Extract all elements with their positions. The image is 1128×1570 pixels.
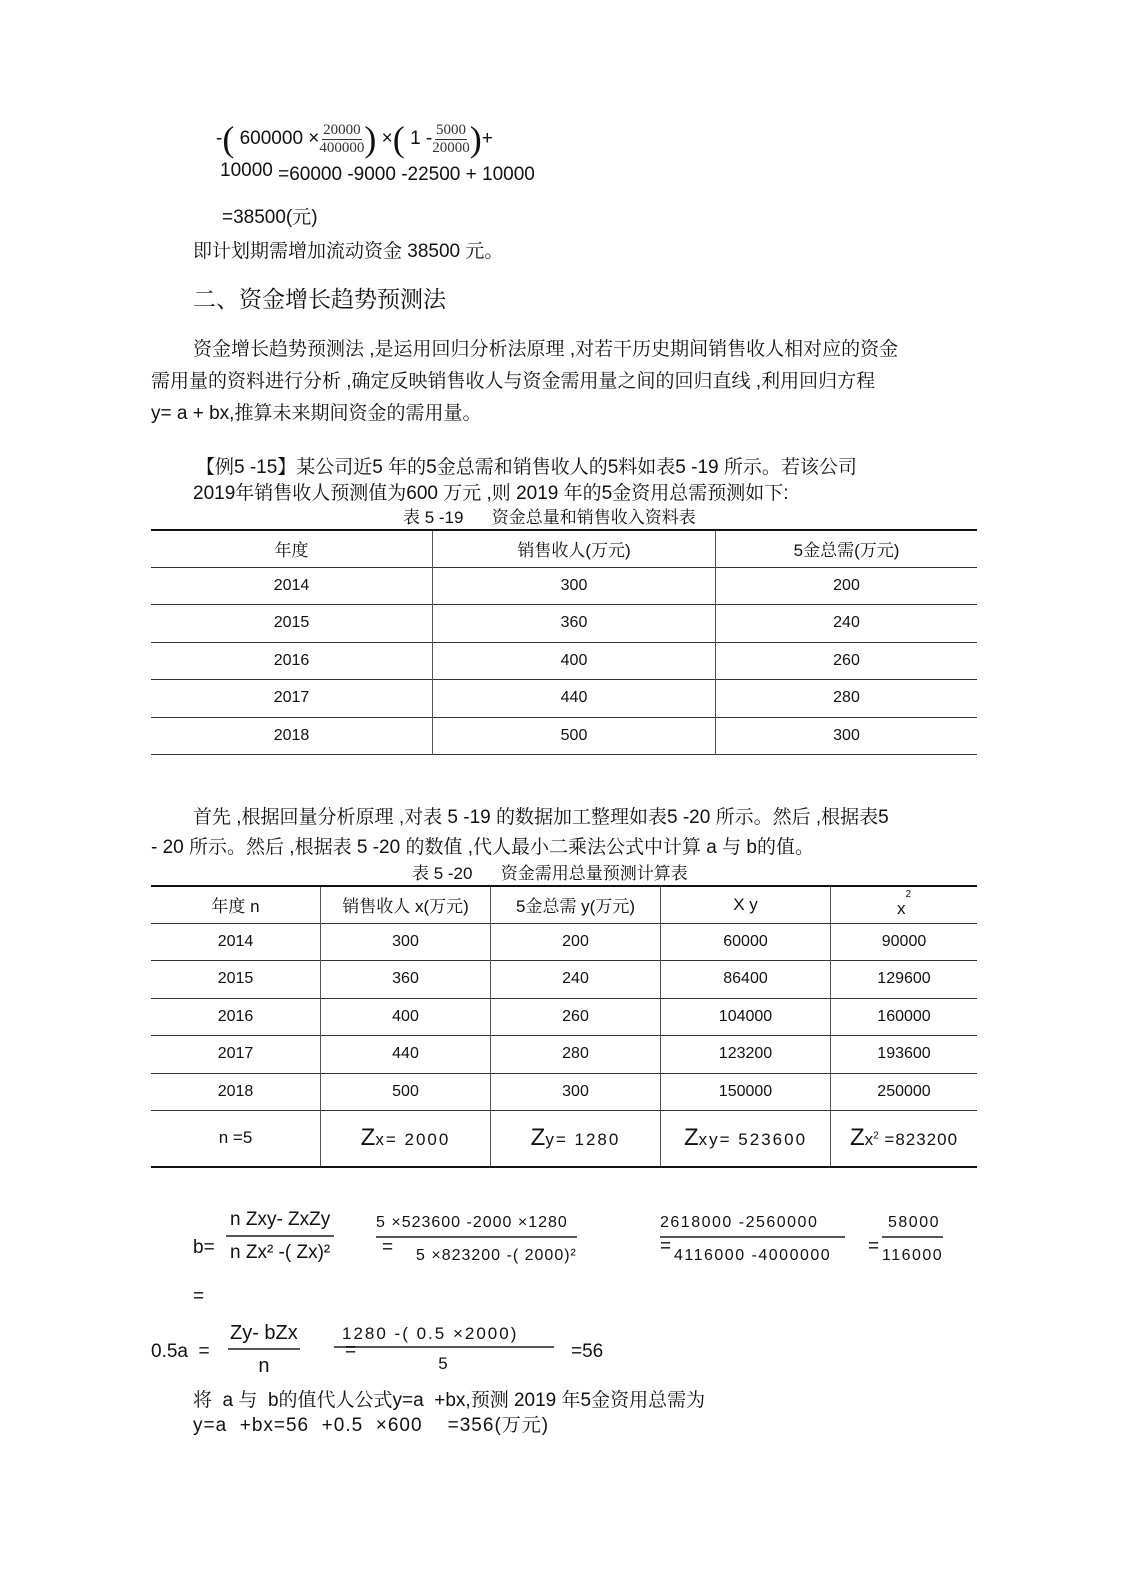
formula-b-step2-denominator: 4116000 -4000000	[674, 1247, 832, 1264]
calc-line-2	[220, 160, 535, 186]
header-x-squared	[831, 886, 978, 923]
fraction-2	[432, 122, 470, 157]
cell: 150000	[661, 1073, 831, 1111]
sum-y-value: y= 1280	[545, 1130, 621, 1150]
table2-caption: 表 5 -20 资金需用总量预测计算表	[412, 864, 688, 883]
calc-line-1	[216, 118, 493, 160]
cell: 500	[433, 717, 716, 755]
formula-b-step3	[882, 1210, 943, 1274]
cell: 2017	[273, 689, 310, 707]
fraction-2-numerator: 5000	[436, 121, 466, 138]
fraction-1-numerator: 20000	[323, 121, 361, 138]
cell: 400	[433, 642, 716, 680]
total-sum-x	[321, 1111, 491, 1167]
fraction-1	[319, 122, 364, 157]
table-row	[151, 605, 977, 643]
header-x-var: x	[896, 898, 906, 918]
formula-a-step	[334, 1322, 554, 1380]
formula-b-step1	[376, 1210, 577, 1274]
formula-b-eq-2: =	[660, 1236, 672, 1257]
cell: 240	[491, 961, 661, 999]
formula-a-label: 0.5a =	[151, 1341, 210, 1362]
cell: 90000	[831, 923, 978, 961]
open-paren: (	[222, 119, 235, 159]
fraction-2-denominator: 20000	[432, 139, 470, 156]
header-year-n: 年度 n	[211, 897, 260, 917]
example-line-2: 2019年销售收人预测值为600 万元 ,则 2019 年的5金资用总需预测如下:	[193, 483, 789, 504]
formula-a-numerator: Zy- bZx	[228, 1318, 300, 1350]
para2-line-2: - 20 所示。然后 ,根据表 5 -20 的数值 ,代人最小二乘法公式中计算 a 与 b的值。	[151, 837, 814, 858]
formula-b-step1-denominator: 5 ×823200 -( 2000)²	[416, 1247, 577, 1264]
formula-a-step-numerator: 1280 -( 0.5 ×2000)	[334, 1322, 554, 1348]
formula-b-step1-numerator: 5 ×523600 -2000 ×1280	[376, 1210, 577, 1238]
cell: 260	[491, 998, 661, 1036]
sum-symbol: Z	[530, 1124, 546, 1152]
formula-b-step3-numerator: 58000	[882, 1210, 943, 1238]
sum-symbol: Z	[360, 1124, 376, 1152]
cell: 400	[321, 998, 491, 1036]
table-row	[151, 642, 977, 680]
header-x-sup: 2	[905, 889, 912, 901]
calc-mult: ×	[381, 128, 393, 150]
cell: 300	[433, 567, 716, 605]
cell: 250000	[831, 1073, 978, 1111]
table-5-19	[151, 529, 977, 755]
cell: 2016	[217, 1007, 254, 1025]
open-paren: (	[392, 119, 405, 159]
para2-line-1: 首先 ,根据回量分析原理 ,对表 5 -19 的数据加工整理如表5 -20 所示。然后 ,根据表5	[193, 807, 889, 828]
header-funds-y: 5金总需 y(万元)	[491, 886, 661, 923]
cell: 260	[716, 642, 978, 680]
final-line-2: y=a +bx=56 +0.5 ×600 =356(万元)	[193, 1415, 550, 1436]
formula-b-step3-denominator: 116000	[882, 1247, 944, 1264]
cell: 160000	[831, 998, 978, 1036]
total-sum-xy	[661, 1111, 831, 1167]
cell: 2015	[217, 970, 254, 988]
formula-b-general	[226, 1205, 334, 1269]
calc-line-2-a: 10000	[220, 160, 273, 181]
formula-a-result: =56	[571, 1341, 604, 1362]
table-5-20	[151, 885, 977, 1168]
calc-term2: 1 -	[410, 128, 433, 150]
cell: 60000	[661, 923, 831, 961]
para-line-1: 资金增长趋势预测法 ,是运用回归分析法原理 ,对若干历史期间销售收人相对应的资金	[193, 339, 899, 360]
header-year: 年度	[274, 541, 309, 561]
formula-b-numerator: n Zxy- ZxZy	[226, 1205, 334, 1237]
cell: 500	[321, 1073, 491, 1111]
formula-b-eq-3: =	[868, 1236, 880, 1257]
header-sales-x: 销售收人 x(万元)	[321, 886, 491, 923]
sum-x2-var: x	[864, 1130, 874, 1150]
cell: 300	[716, 717, 978, 755]
cell: 129600	[831, 961, 978, 999]
sum-x2-sup: 2	[873, 1130, 879, 1142]
cell: 2015	[273, 614, 310, 632]
cell: 193600	[831, 1036, 978, 1074]
formula-a-denominator: n	[258, 1355, 270, 1377]
para-line-2: 需用量的资料进行分析 ,确定反映销售收人与资金需用量之间的回归直线 ,利用回归方程	[151, 371, 876, 392]
totals-row	[151, 1111, 977, 1167]
sum-x2-value: =823200	[878, 1130, 959, 1150]
formula-b-step2	[660, 1210, 845, 1274]
calc-plus: +	[481, 128, 493, 150]
table-row	[151, 961, 977, 999]
cell: 240	[716, 605, 978, 643]
table-row	[151, 923, 977, 961]
cell: 360	[321, 961, 491, 999]
cell: 2018	[273, 726, 310, 744]
table-row	[151, 1036, 977, 1074]
cell: 200	[716, 567, 978, 605]
cell: 200	[491, 923, 661, 961]
close-paren: )	[469, 119, 482, 159]
formula-b-denominator: n Zx² -( Zx)²	[230, 1242, 331, 1263]
calc-prefix: -	[216, 128, 223, 150]
header-sales: 销售收人(万元)	[433, 530, 716, 567]
cell: 2017	[217, 1045, 254, 1063]
total-sum-x2	[831, 1111, 978, 1167]
formula-a-step-denominator: 5	[438, 1354, 450, 1373]
fraction-1-denominator: 400000	[319, 139, 365, 156]
total-sum-y	[491, 1111, 661, 1167]
table-row	[151, 717, 977, 755]
cell: 2014	[217, 932, 254, 950]
sum-xy-value: xy= 523600	[698, 1130, 808, 1150]
header-funds: 5金总需(万元)	[716, 530, 978, 567]
example-line-1: 【例5 -15】某公司近5 年的5金总需和销售收人的5料如表5 -19 所示。若该公司	[196, 457, 857, 478]
cell: 2018	[217, 1082, 254, 1100]
calc-line-3: =38500(元)	[222, 207, 318, 228]
close-paren: )	[364, 119, 377, 159]
formula-b-label: b=	[193, 1237, 215, 1258]
formula-b-trailing-eq: =	[193, 1286, 205, 1307]
table-row	[151, 1073, 977, 1111]
calc-line-2-b: =60000 -9000 -22500 + 10000	[278, 164, 535, 185]
sum-symbol: Z	[849, 1124, 865, 1152]
table1-caption: 表 5 -19 资金总量和销售收入资料表	[403, 508, 696, 527]
cell: 104000	[661, 998, 831, 1036]
table-header-row	[151, 886, 977, 923]
cell: 123200	[661, 1036, 831, 1074]
formula-b-eq-1: =	[382, 1237, 394, 1258]
sum-symbol: Z	[683, 1124, 699, 1152]
calc-conclusion: 即计划期需增加流动资金 38500 元。	[193, 241, 504, 262]
cell: 280	[716, 680, 978, 718]
cell: 300	[321, 923, 491, 961]
cell: 86400	[661, 961, 831, 999]
section-heading: 二、资金增长趋势预测法	[193, 286, 446, 312]
cell: 360	[433, 605, 716, 643]
sum-x-value: x= 2000	[375, 1130, 451, 1150]
table-row	[151, 567, 977, 605]
cell: 300	[491, 1073, 661, 1111]
table-row	[151, 680, 977, 718]
cell: 440	[321, 1036, 491, 1074]
para-line-3: y= a + bx,推算未来期间资金的需用量。	[151, 403, 482, 424]
formula-b-step2-numerator: 2618000 -2560000	[660, 1210, 845, 1238]
total-n: n =5	[218, 1128, 253, 1148]
formula-a-general	[228, 1318, 300, 1382]
formula-a-eq: =	[345, 1340, 357, 1361]
cell: 2016	[273, 651, 310, 669]
table-header-row	[151, 530, 977, 567]
header-xy: X y	[661, 886, 831, 923]
cell: 2014	[273, 576, 310, 594]
calc-term1: 600000 ×	[239, 128, 320, 150]
cell: 440	[433, 680, 716, 718]
final-line-1: 将 a 与 b的值代人公式y=a +bx,预测 2019 年5金资用总需为	[193, 1390, 706, 1411]
table-row	[151, 998, 977, 1036]
cell: 280	[491, 1036, 661, 1074]
